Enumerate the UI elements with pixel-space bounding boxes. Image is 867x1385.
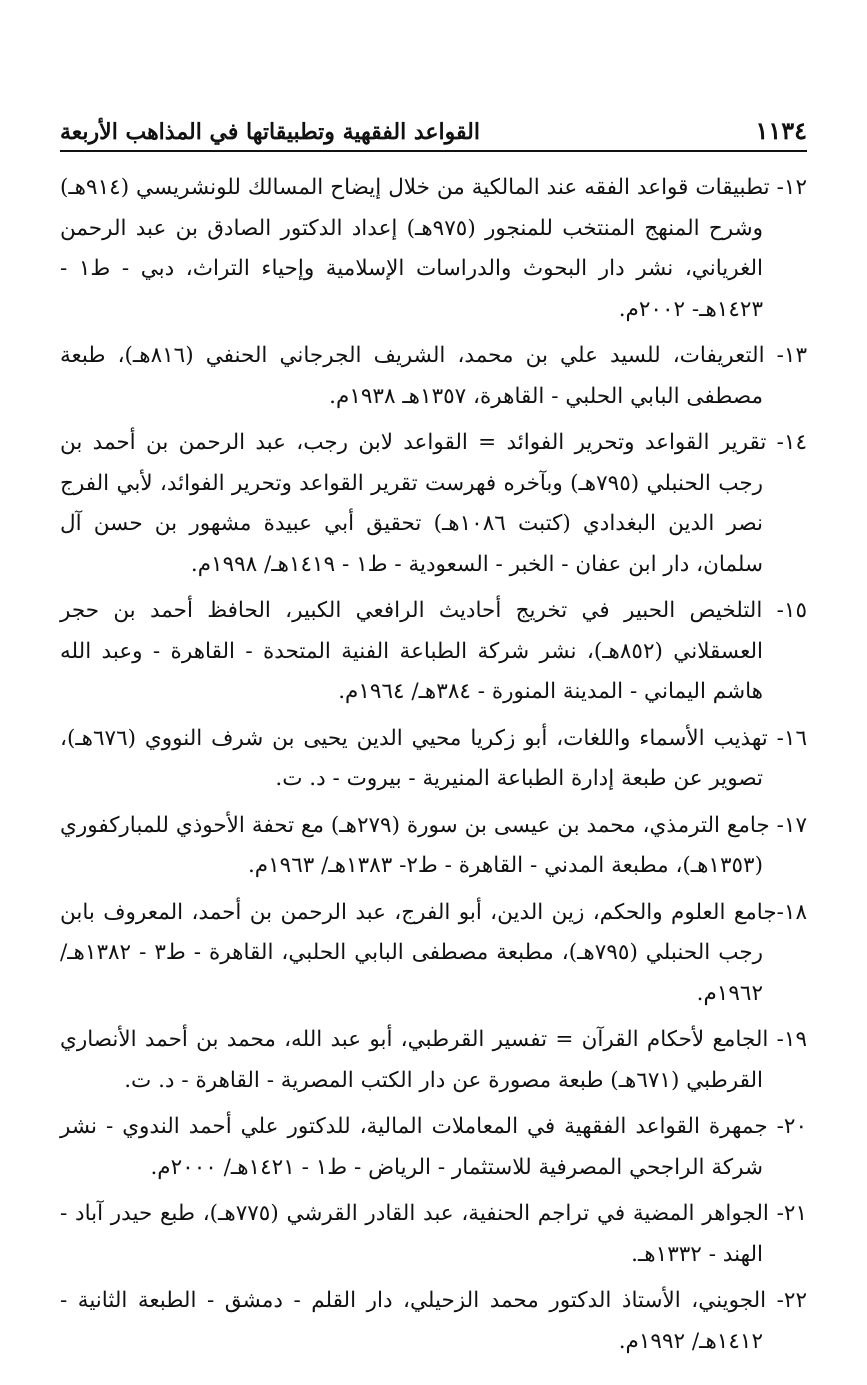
- bibliography-entry: ٢٢- الجويني، الأستاذ الدكتور محمد الزحيلي، دار القلم - دمشق - الطبعة الثانية - ١٤١٢هـ/ ١٩٩٢م.: [60, 1288, 807, 1354]
- bibliography-entry: ١٦- تهذيب الأسماء واللغات، أبو زكريا محيي الدين يحيى بن شرف النووي (٦٧٦هـ)، تصوير عن طبعة إدارة الطباعة المنيرية - بيروت - د. ت.: [60, 725, 807, 791]
- bibliography-entry: ٢٠- جمهرة القواعد الفقهية في المعاملات المالية، للدكتور علي أحمد الندوي - نشر شركة الراجحي المصرفية للاستثمار - الرياض - ط١ - ١٤٢١هـ/ ٢٠٠٠م.: [60, 1114, 807, 1180]
- bibliography-entry: ١٣- التعريفات، للسيد علي بن محمد، الشريف الجرجاني الحنفي (٨١٦هـ)، طبعة مصطفى البابي الحلبي - القاهرة، ١٣٥٧هـ ١٩٣٨م.: [60, 343, 808, 409]
- running-title: القواعد الفقهية وتطبيقاتها في المذاهب الأربعة: [60, 119, 480, 145]
- bibliography-entry: ١٨-جامع العلوم والحكم، زين الدين، أبو الفرج، عبد الرحمن بن أحمد، المعروف بابن رجب الحنبلي (٧٩٥هـ)، مطبعة مصطفى البابي الحلبي، القاهرة - ط٣ - ١٣٨٢هـ/ ١٩٦٢م.: [60, 899, 807, 1006]
- page-number: ١١٣٤: [755, 116, 807, 145]
- bibliography-entry: ١٢- تطبيقات قواعد الفقه عند المالكية من خلال إيضاح المسالك للونشريسي (٩١٤هـ) وشرح المنهج المنتخب للمنجور (٩٧٥هـ) إعداد الدكتور الصادق بن عبد الرحمن الغرياني، نشر دار البحوث والدراسات الإسلامية وإحياء التراث، دبي - ط١ - ١٤٢٣هـ- ٢٠٠٢م.: [60, 175, 807, 322]
- page-header: [60, 114, 807, 152]
- bibliography-list: [60, 168, 807, 1368]
- bibliography-entry: ٢١- الجواهر المضية في تراجم الحنفية، عبد القادر القرشي (٧٧٥هـ)، طبع حيدر آباد - الهند - ١٣٣٢هـ.: [60, 1201, 807, 1267]
- bibliography-entry: ١٥- التلخيص الحبير في تخريج أحاديث الرافعي الكبير، الحافظ أحمد بن حجر العسقلاني (٨٥٢هـ)، نشر شركة الطباعة الفنية المتحدة - القاهرة - وعبد الله هاشم اليماني - المدينة المنورة - ٣٨٤هـ/ ١٩٦٤م.: [60, 598, 807, 704]
- bibliography-entry: ١٧- جامع الترمذي، محمد بن عيسى بن سورة (٢٧٩هـ) مع تحفة الأحوذي للمباركفوري (١٣٥٣هـ)، مطبعة المدني - القاهرة - ط٢- ١٣٨٣هـ/ ١٩٦٣م.: [60, 812, 807, 878]
- bibliography-entry: ١٩- الجامع لأحكام القرآن = تفسير القرطبي، أبو عبد الله، محمد بن أحمد الأنصاري القرطبي (٦٧١هـ) طبعة مصورة عن دار الكتب المصرية - القاهرة - د. ت.: [60, 1027, 807, 1093]
- bibliography-entry: ١٤- تقرير القواعد وتحرير الفوائد = القواعد لابن رجب، عبد الرحمن بن أحمد بن رجب الحنبلي (٧٩٥هـ) وبآخره فهرست تقرير القواعد وتحرير الفوائد، لأبي الفرج نصر الدين البغدادي (كتبت ١٠٨٦هـ) تحقيق أبي عبيدة مشهور بن حسن آل سلمان، دار ابن عفان - الخبر - السعودية - ط١ - ١٤١٩هـ/ ١٩٩٨م.: [60, 430, 807, 577]
